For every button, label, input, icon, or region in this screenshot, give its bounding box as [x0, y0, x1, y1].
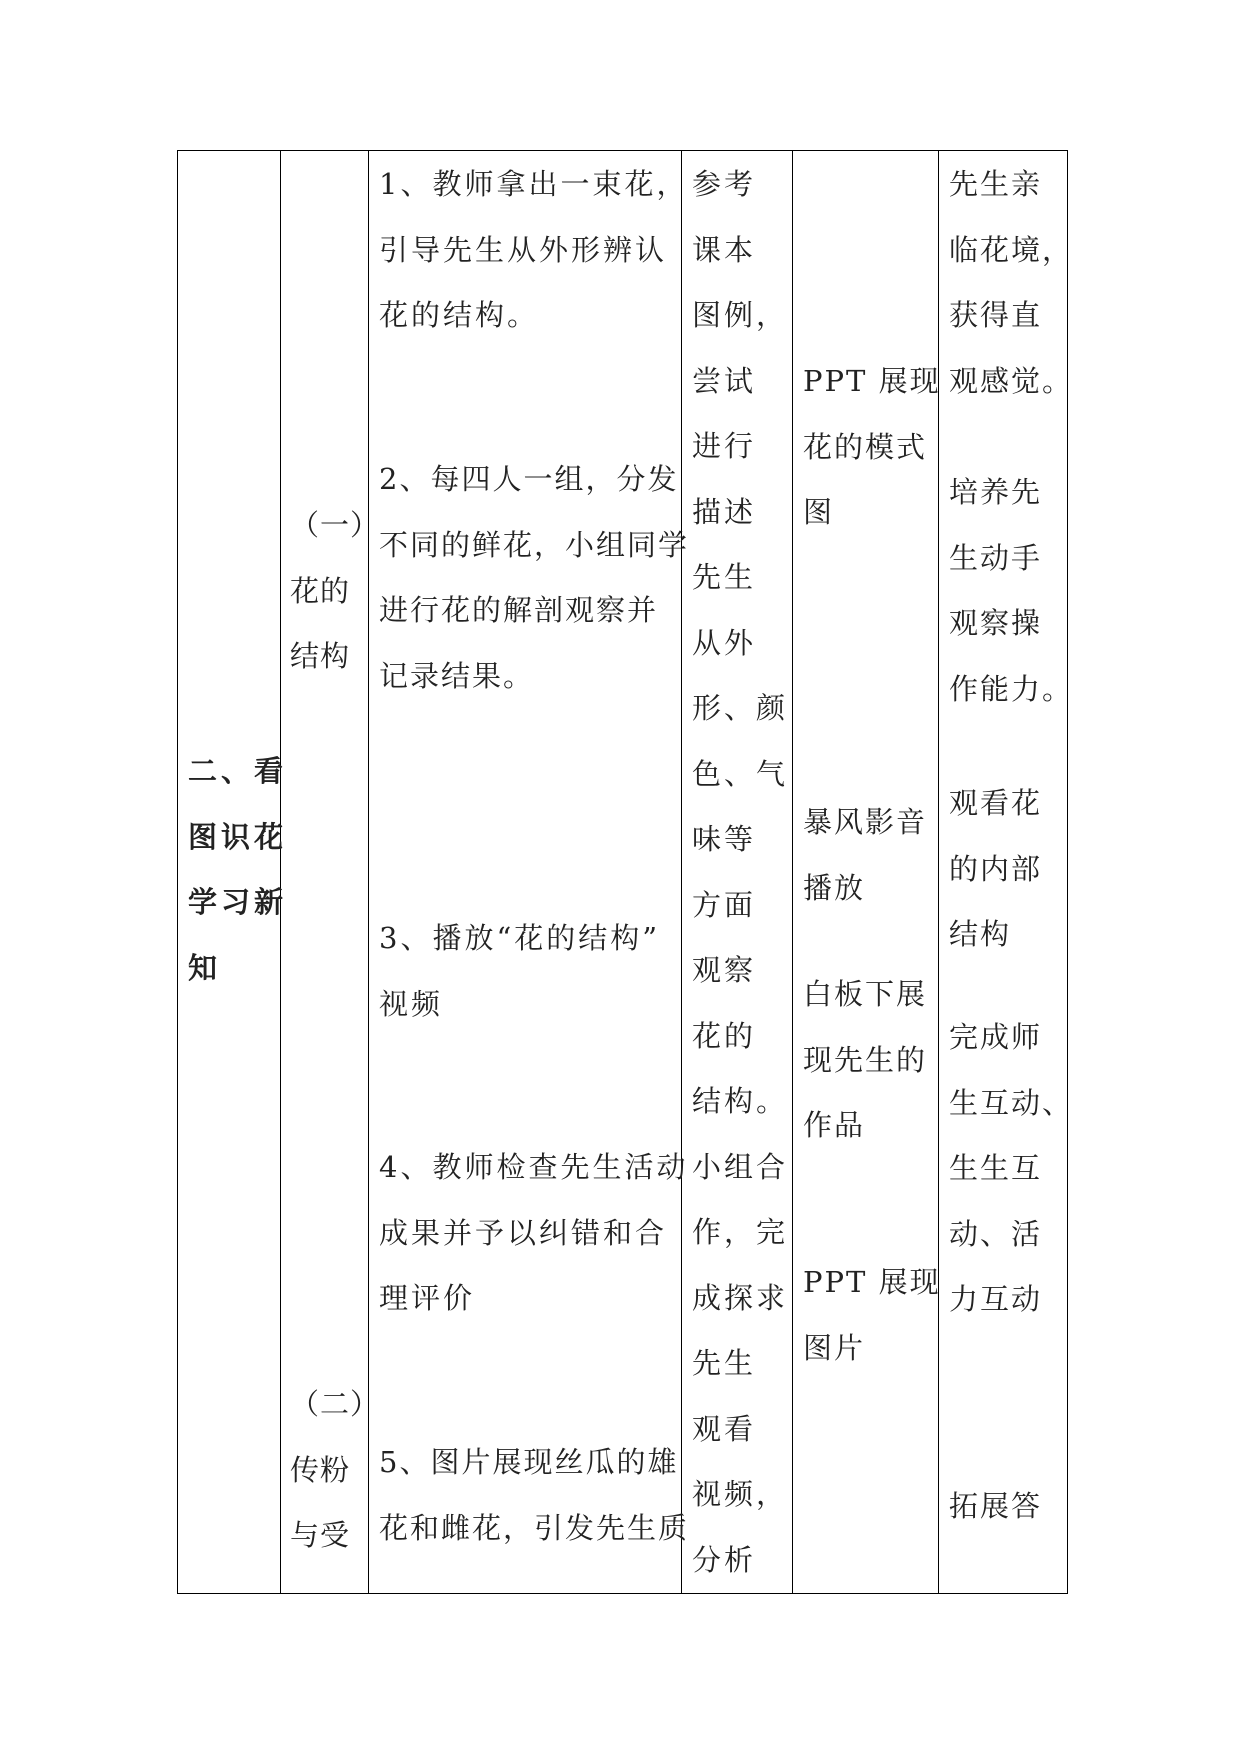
- stage-title-line: 二、看: [188, 754, 288, 788]
- teacher-activity-line: 记录结果。: [379, 658, 535, 693]
- column-divider: [681, 150, 682, 1594]
- intent-line: 生动手: [949, 540, 1043, 575]
- intent-line: 生生互: [949, 1151, 1043, 1185]
- media-line: 白板下展: [803, 977, 928, 1011]
- student-activity-line: 形、颜: [692, 691, 789, 725]
- student-activity-line: 作，完: [692, 1215, 789, 1249]
- intent-line: 观察操: [949, 606, 1043, 640]
- intent-block-3: [949, 771, 1042, 968]
- teacher-activity-line: 4、教师检查先生活动: [379, 1150, 689, 1184]
- student-activity-line: 课本: [692, 232, 757, 267]
- intent-line: 作能力。: [949, 671, 1074, 706]
- media-line: PPT 展现: [803, 364, 941, 398]
- student-activity-line: 尝试: [692, 363, 757, 398]
- intent-line: 动、活: [949, 1216, 1043, 1251]
- teacher-activity-line: 视频: [379, 986, 444, 1021]
- section-title-line: 花的: [290, 573, 351, 608]
- intent-line: 拓展答: [949, 1489, 1043, 1523]
- student-activity-line: 分析: [692, 1542, 757, 1577]
- student-activity-line: 花的: [692, 1018, 757, 1053]
- media-line: 暴风影音: [803, 805, 928, 839]
- section-title-line: （二）: [290, 1387, 381, 1421]
- student-activity-line: 参考: [692, 167, 757, 201]
- student-activity-line: 先生: [692, 1346, 757, 1380]
- media-block-3: [803, 962, 927, 1159]
- teacher-activity-line: 引导先生从外形辨认: [379, 232, 668, 267]
- teacher-activity-line: 2、每四人一组，分发: [379, 462, 679, 496]
- student-activity: [692, 152, 788, 1593]
- student-activity-line: 先生: [692, 560, 757, 594]
- student-activity-line: 视频，: [692, 1477, 789, 1511]
- student-activity-line: 味等: [692, 822, 757, 856]
- intent-block-5: [949, 1474, 1042, 1540]
- intent-line: 获得直: [949, 298, 1043, 332]
- media-line: 播放: [803, 870, 866, 905]
- teacher-activity-2: [379, 447, 689, 709]
- teacher-activity-line: 3、播放“花的结构”: [379, 921, 661, 955]
- intent-line: 培养先: [949, 475, 1043, 509]
- stage-title-line: 知: [188, 950, 222, 985]
- media-line: 图: [803, 495, 835, 529]
- teacher-activity-3: [379, 906, 660, 1037]
- stage-title-line: 图识花: [188, 819, 288, 854]
- teacher-activity-line: 5、图片展现丝瓜的雄: [379, 1445, 679, 1479]
- teacher-activity-line: 进行花的解剖观察并: [379, 593, 659, 627]
- teacher-activity-line: 不同的鲜花，小组同学: [379, 527, 690, 562]
- intent-line: 生互动、: [949, 1085, 1074, 1120]
- student-activity-line: 图例，: [692, 298, 789, 332]
- teacher-activity-line: 理评价: [379, 1281, 476, 1315]
- student-activity-line: 成探求: [692, 1280, 789, 1315]
- intent-block-2: [949, 460, 1073, 722]
- media-line: 图片: [803, 1330, 866, 1365]
- intent-line: 力互动: [949, 1282, 1043, 1316]
- section-1-title: [290, 493, 380, 690]
- media-line: 现先生的: [803, 1042, 928, 1077]
- stage-title: [188, 739, 287, 1001]
- intent-block-4: [949, 1005, 1073, 1333]
- stage-title-line: 学习新: [188, 885, 288, 919]
- media-block-2: [803, 790, 927, 921]
- student-activity-line: 小组合: [692, 1149, 789, 1184]
- intent-line: 完成师: [949, 1020, 1043, 1054]
- teacher-activity-5: [379, 1430, 689, 1561]
- intent-block-1: [949, 152, 1073, 414]
- media-line: 花的模式: [803, 429, 928, 464]
- media-block-1: [803, 349, 941, 546]
- student-activity-line: 描述: [692, 494, 757, 529]
- section-title-line: 结构: [290, 639, 351, 673]
- student-activity-line: 观察: [692, 953, 757, 987]
- teacher-activity-line: 成果并予以纠错和合: [379, 1215, 668, 1250]
- student-activity-line: 从外: [692, 625, 757, 660]
- teacher-activity-1: [379, 152, 688, 349]
- student-activity-line: 结构。: [692, 1084, 789, 1118]
- student-activity-line: 观看: [692, 1411, 757, 1446]
- media-block-4: [803, 1250, 941, 1381]
- teacher-activity-4: [379, 1135, 688, 1332]
- intent-line: 临花境，: [949, 232, 1074, 267]
- student-activity-line: 方面: [692, 887, 757, 922]
- intent-line: 先生亲: [949, 167, 1043, 201]
- student-activity-line: 色、气: [692, 756, 789, 791]
- section-title-line: 传粉: [290, 1452, 351, 1487]
- section-title-line: 与受: [290, 1518, 351, 1552]
- column-divider: [792, 150, 793, 1594]
- section-title-line: （一）: [290, 508, 381, 542]
- intent-line: 的内部: [949, 851, 1043, 886]
- section-2-title: [290, 1372, 380, 1569]
- teacher-activity-line: 花的结构。: [379, 298, 540, 332]
- intent-line: 观感觉。: [949, 363, 1074, 398]
- teacher-activity-line: 1、教师拿出一束花，: [379, 167, 689, 201]
- media-line: PPT 展现: [803, 1265, 941, 1299]
- media-line: 作品: [803, 1108, 866, 1142]
- intent-line: 观看花: [949, 786, 1043, 820]
- student-activity-line: 进行: [692, 429, 757, 463]
- intent-line: 结构: [949, 917, 1012, 951]
- teacher-activity-line: 花和雌花，引发先生质: [379, 1510, 690, 1545]
